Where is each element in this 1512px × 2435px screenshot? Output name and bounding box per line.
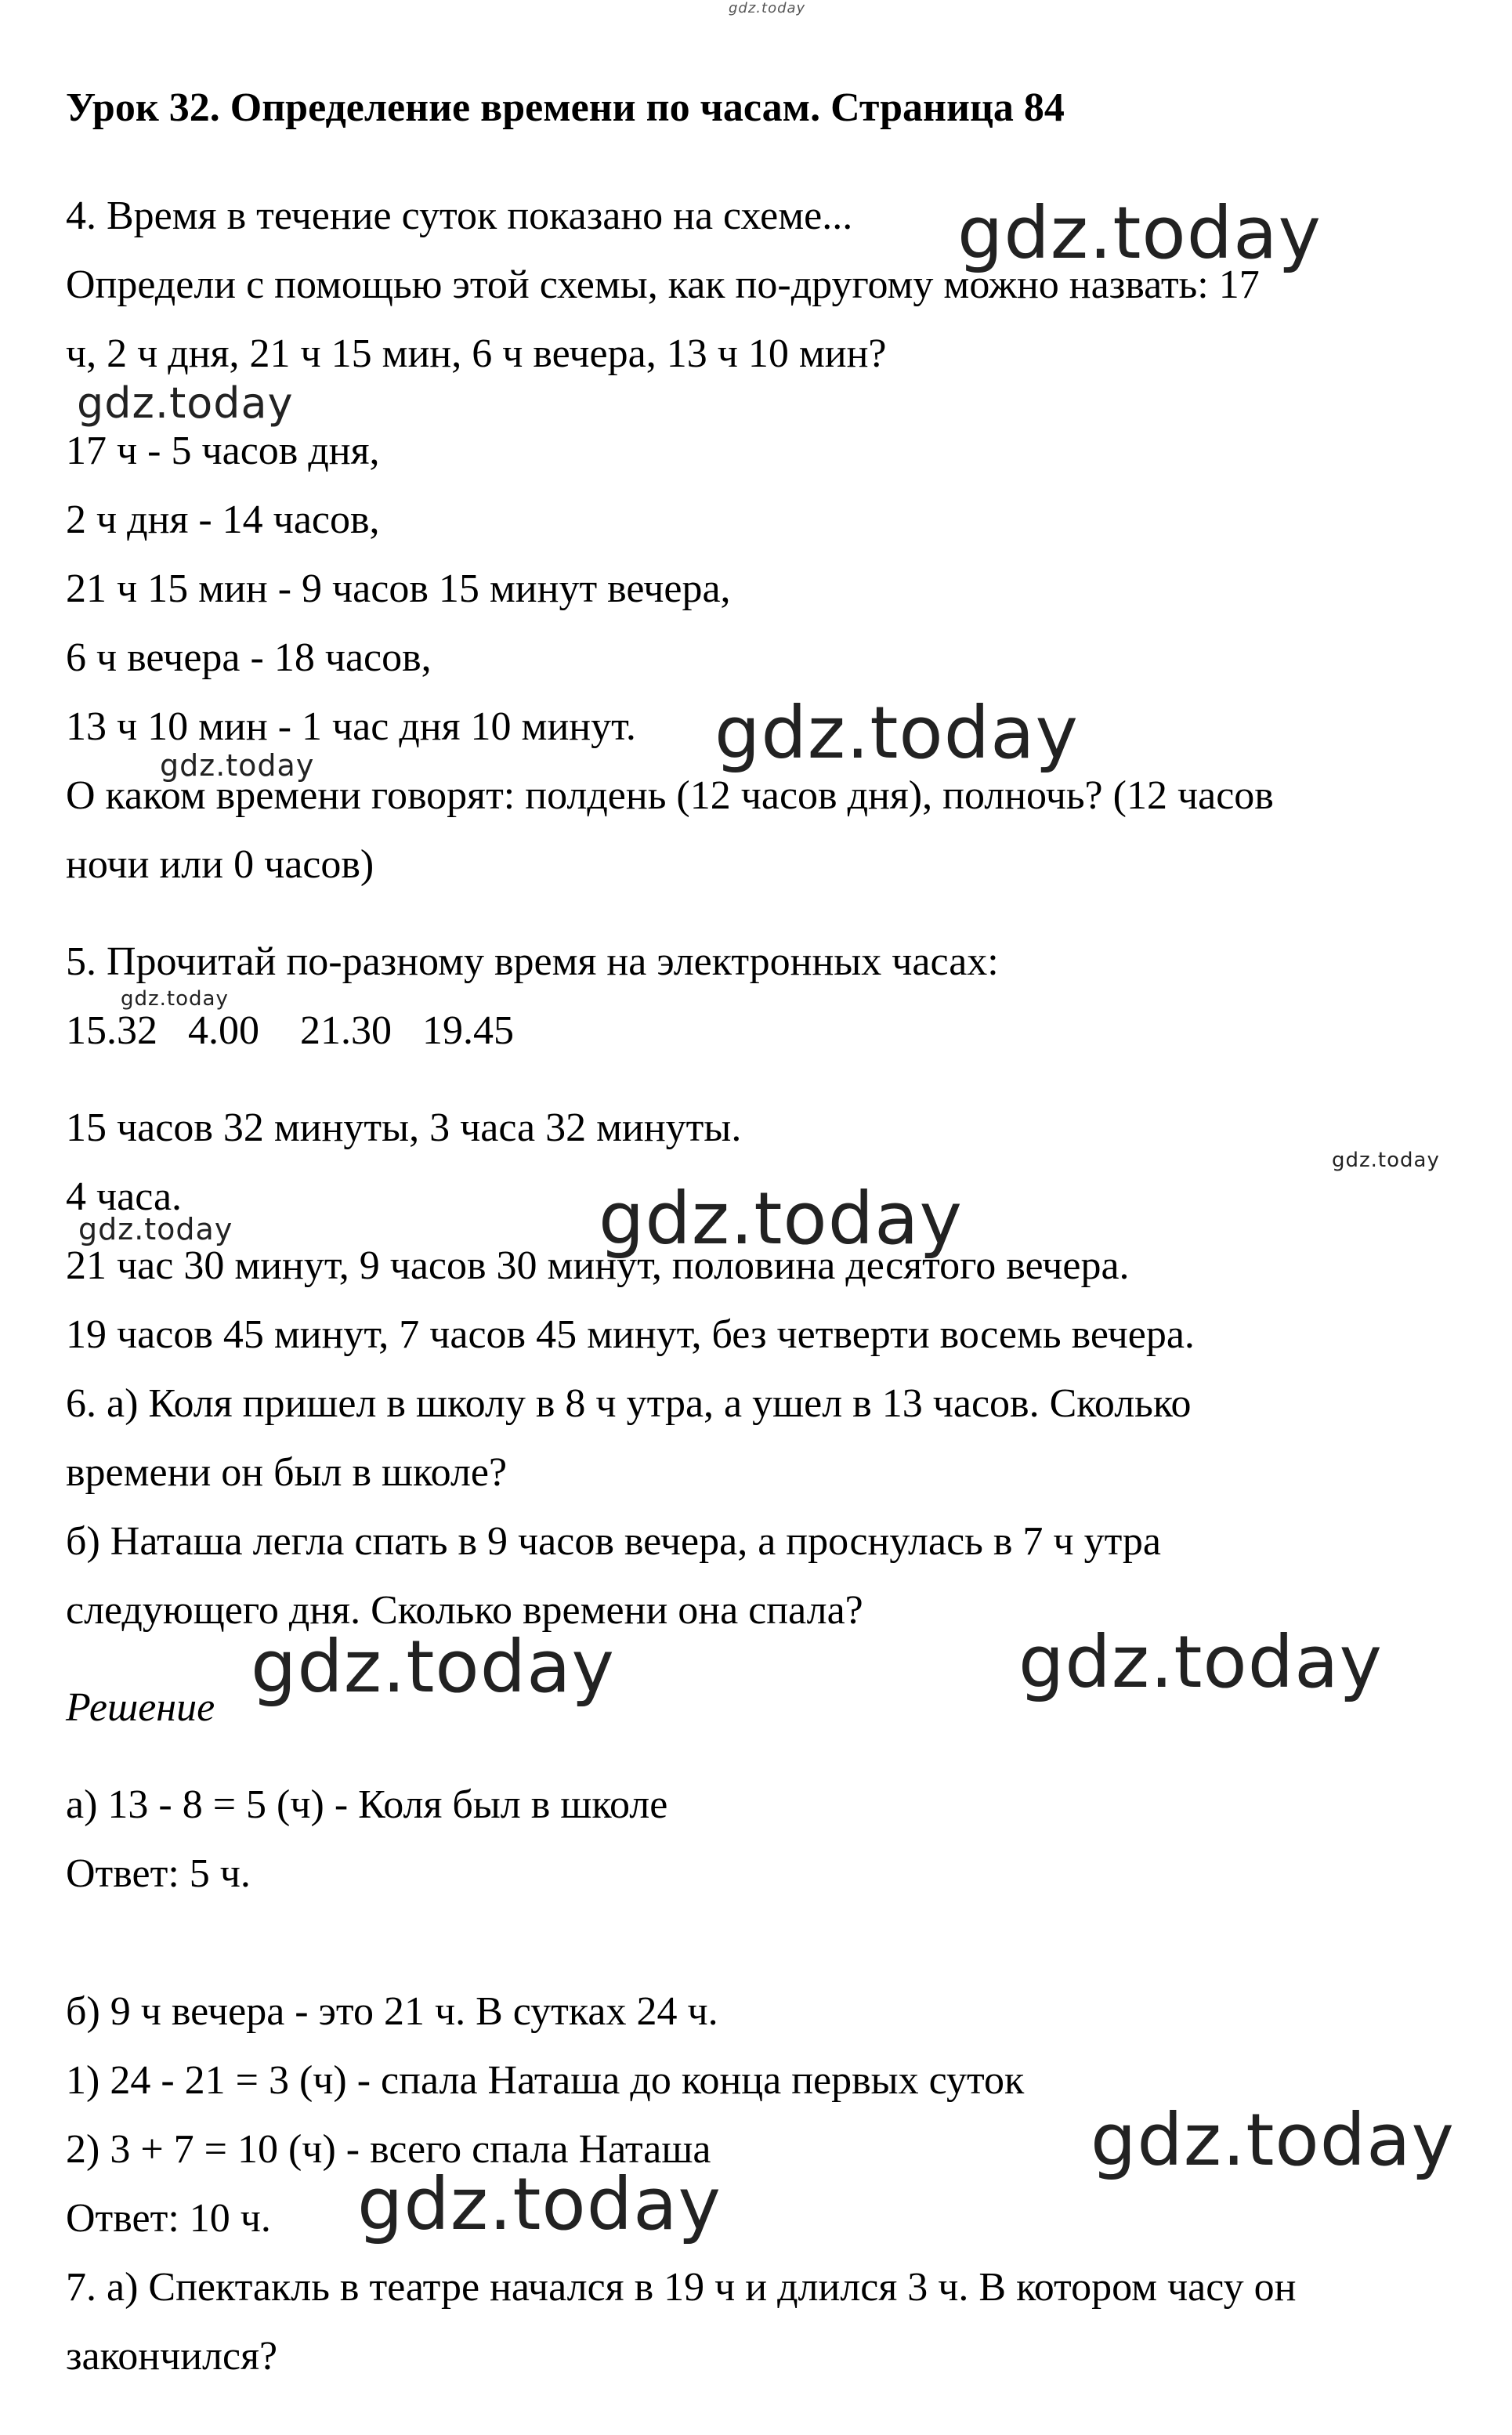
clock-times: 15.32 4.00 21.30 19.45 (66, 1008, 514, 1053)
answer-line: 2 ч дня - 14 часов, (66, 497, 380, 542)
watermark: gdz.today (1332, 1149, 1440, 1172)
answer-line: 15 часов 32 минуты, 3 часа 32 минуты. (66, 1105, 742, 1150)
question-line: ночи или 0 часов) (66, 842, 374, 887)
solution-line: 2) 3 + 7 = 10 (ч) - всего спала Наташа (66, 2127, 711, 2172)
answer-line: 4 часа. (66, 1174, 183, 1219)
watermark-top: gdz.today (729, 0, 806, 16)
question-line: О каком времени говорят: полдень (12 часов дня), полночь? (12 часов (66, 773, 1274, 818)
task-4-text: ч, 2 ч дня, 21 ч 15 мин, 6 ч вечера, 13 ч 10 мин? (66, 331, 887, 376)
answer-line: 19 часов 45 минут, 7 часов 45 минут, без четверти восемь вечера. (66, 1312, 1195, 1357)
solution-line: б) 9 ч вечера - это 21 ч. В сутках 24 ч. (66, 1989, 718, 2034)
task-4-text: Определи с помощью этой схемы, как по-другому можно назвать: 17 (66, 262, 1260, 307)
solution-line: 1) 24 - 21 = 3 (ч) - спала Наташа до конца первых суток (66, 2058, 1025, 2103)
watermark: gdz.today (599, 1177, 963, 1261)
task-6-text: времени он был в школе? (66, 1450, 508, 1495)
watermark: gdz.today (78, 1212, 233, 1246)
watermark: gdz.today (1091, 2098, 1455, 2182)
watermark: gdz.today (357, 2162, 722, 2246)
solution-line: а) 13 - 8 = 5 (ч) - Коля был в школе (66, 1782, 668, 1827)
watermark: gdz.today (251, 1625, 615, 1709)
page-title: Урок 32. Определение времени по часам. Страница 84 (66, 85, 1065, 130)
task-6-text: б) Наташа легла спать в 9 часов вечера, а проснулась в 7 ч утра (66, 1519, 1162, 1564)
answer-line: 13 ч 10 мин - 1 час дня 10 минут. (66, 704, 636, 749)
watermark: gdz.today (1018, 1620, 1383, 1704)
answer-line: 21 час 30 минут, 9 часов 30 минут, половина десятого вечера. (66, 1243, 1130, 1288)
task-6-text: 6. а) Коля пришел в школу в 8 ч утра, а ушел в 13 часов. Сколько (66, 1381, 1192, 1426)
solution-heading: Решение (66, 1685, 215, 1730)
task-6-text: следующего дня. Сколько времени она спала? (66, 1588, 863, 1633)
answer-line: 6 ч вечера - 18 часов, (66, 635, 432, 680)
watermark: gdz.today (714, 691, 1079, 775)
watermark: gdz.today (121, 987, 229, 1011)
task-4-text: 4. Время в течение суток показано на схеме... (66, 194, 853, 238)
watermark: gdz.today (160, 748, 315, 783)
answer-line: Ответ: 10 ч. (66, 2196, 271, 2241)
answer-line: Ответ: 5 ч. (66, 1851, 251, 1896)
answer-line: 21 ч 15 мин - 9 часов 15 минут вечера, (66, 566, 731, 611)
watermark: gdz.today (77, 378, 294, 428)
task-7-text: 7. а) Спектакль в театре начался в 19 ч и длился 3 ч. В котором часу он (66, 2265, 1297, 2310)
task-5-text: 5. Прочитай по-разному время на электронных часах: (66, 939, 999, 984)
answer-line: 17 ч - 5 часов дня, (66, 429, 380, 473)
watermark: gdz.today (957, 191, 1322, 275)
task-7-text: закончился? (66, 2334, 278, 2379)
